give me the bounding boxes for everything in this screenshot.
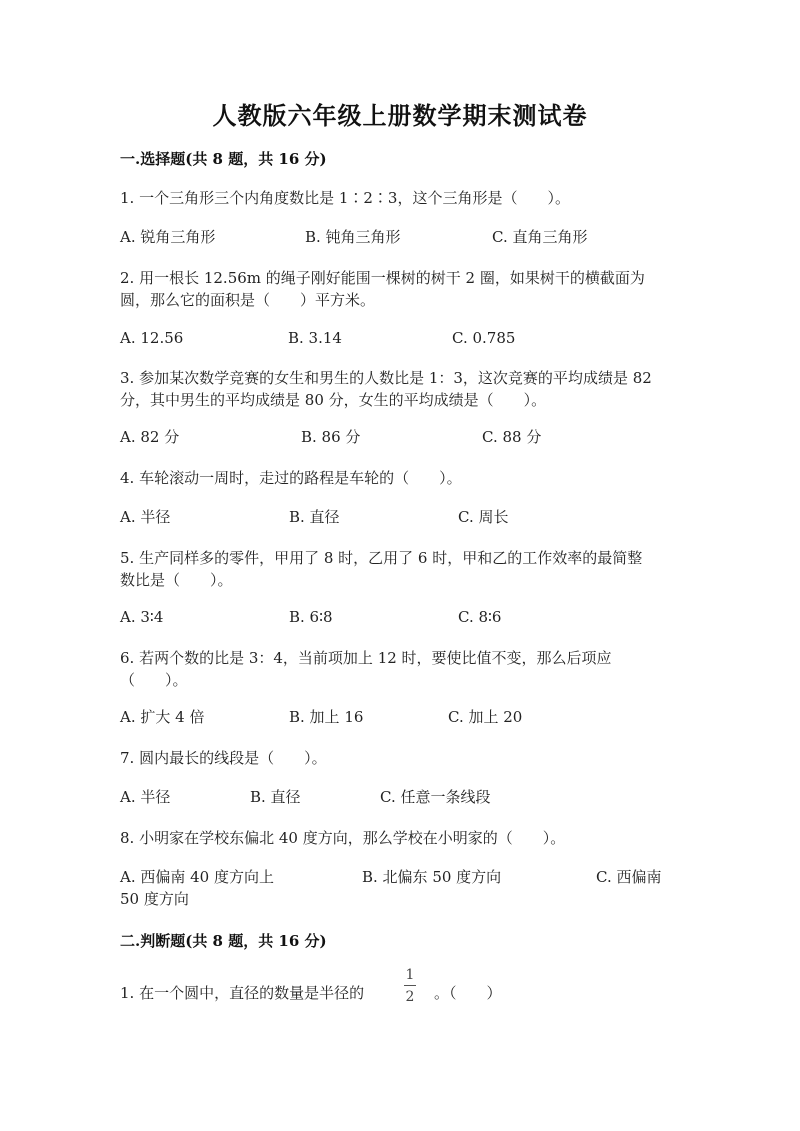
question-2-line-1: 2. 用一根长 12.56m 的绳子刚好能围一棵树的树干 2 圈，如果树干的横截面为 xyxy=(120,269,645,287)
option-a: A. 82 分 xyxy=(120,428,180,446)
question-8: 8. 小明家在学校东偏北 40 度方向，那么学校在小明家的（ ）。 xyxy=(120,829,566,847)
option-a: A. 3∶4 xyxy=(120,608,164,626)
question-3-line-2: 分，其中男生的平均成绩是 80 分，女生的平均成绩是（ ）。 xyxy=(120,391,547,409)
section-heading-judge: 二.判断题(共 8 题，共 16 分) xyxy=(120,932,327,950)
fraction-numerator: 1 xyxy=(405,967,415,983)
section-heading-choice: 一.选择题(共 8 题，共 16 分) xyxy=(120,150,327,168)
option-b: B. 86 分 xyxy=(301,428,361,446)
option-b: B. 3.14 xyxy=(288,329,342,347)
option-b: B. 北偏东 50 度方向 xyxy=(362,868,502,886)
option-b: B. 直径 xyxy=(250,788,301,806)
judge-question-1-text: 1. 在一个圆中，直径的数量是半径的 xyxy=(120,984,365,1002)
option-c-continued: 50 度方向 xyxy=(120,890,189,908)
page-title: 人教版六年级上册数学期末测试卷 xyxy=(212,101,588,130)
question-5-line-2: 数比是（ ）。 xyxy=(120,571,233,589)
option-a: A. 12.56 xyxy=(120,329,184,347)
option-b: B. 6∶8 xyxy=(289,608,333,626)
option-c: C. 直角三角形 xyxy=(492,228,588,246)
option-c: C. 任意一条线段 xyxy=(380,788,491,806)
question-4: 4. 车轮滚动一周时，走过的路程是车轮的（ ）。 xyxy=(120,469,462,487)
fraction-denominator: 2 xyxy=(405,989,415,1005)
fraction-bar xyxy=(404,985,416,986)
option-a: A. 扩大 4 倍 xyxy=(120,708,205,726)
option-c: C. 西偏南 xyxy=(596,868,662,886)
question-2-line-2: 圆，那么它的面积是（ ）平方米。 xyxy=(120,291,376,309)
option-b: B. 直径 xyxy=(289,508,340,526)
option-a: A. 锐角三角形 xyxy=(120,228,216,246)
option-b: B. 加上 16 xyxy=(289,708,364,726)
option-a: A. 半径 xyxy=(120,508,171,526)
option-c: C. 0.785 xyxy=(452,329,516,347)
option-c: C. 周长 xyxy=(458,508,509,526)
option-b: B. 钝角三角形 xyxy=(305,228,401,246)
option-c: C. 加上 20 xyxy=(448,708,523,726)
option-a: A. 半径 xyxy=(120,788,171,806)
question-5-line-1: 5. 生产同样多的零件，甲用了 8 时，乙用了 6 时，甲和乙的工作效率的最简整 xyxy=(120,549,643,567)
question-7: 7. 圆内最长的线段是（ ）。 xyxy=(120,749,327,767)
judge-question-1-blank: 。（ ） xyxy=(434,984,502,1002)
option-c: C. 8∶6 xyxy=(458,608,502,626)
question-1: 1. 一个三角形三个内角度数比是 1∶2∶3，这个三角形是（ ）。 xyxy=(120,189,570,207)
question-3-line-1: 3. 参加某次数学竞赛的女生和男生的人数比是 1：3，这次竞赛的平均成绩是 82 xyxy=(120,369,652,387)
option-a: A. 西偏南 40 度方向上 xyxy=(120,868,274,886)
option-c: C. 88 分 xyxy=(482,428,542,446)
question-6-line-1: 6. 若两个数的比是 3：4，当前项加上 12 时，要使比值不变，那么后项应 xyxy=(120,649,612,667)
question-6-line-2: （ ）。 xyxy=(120,671,188,689)
